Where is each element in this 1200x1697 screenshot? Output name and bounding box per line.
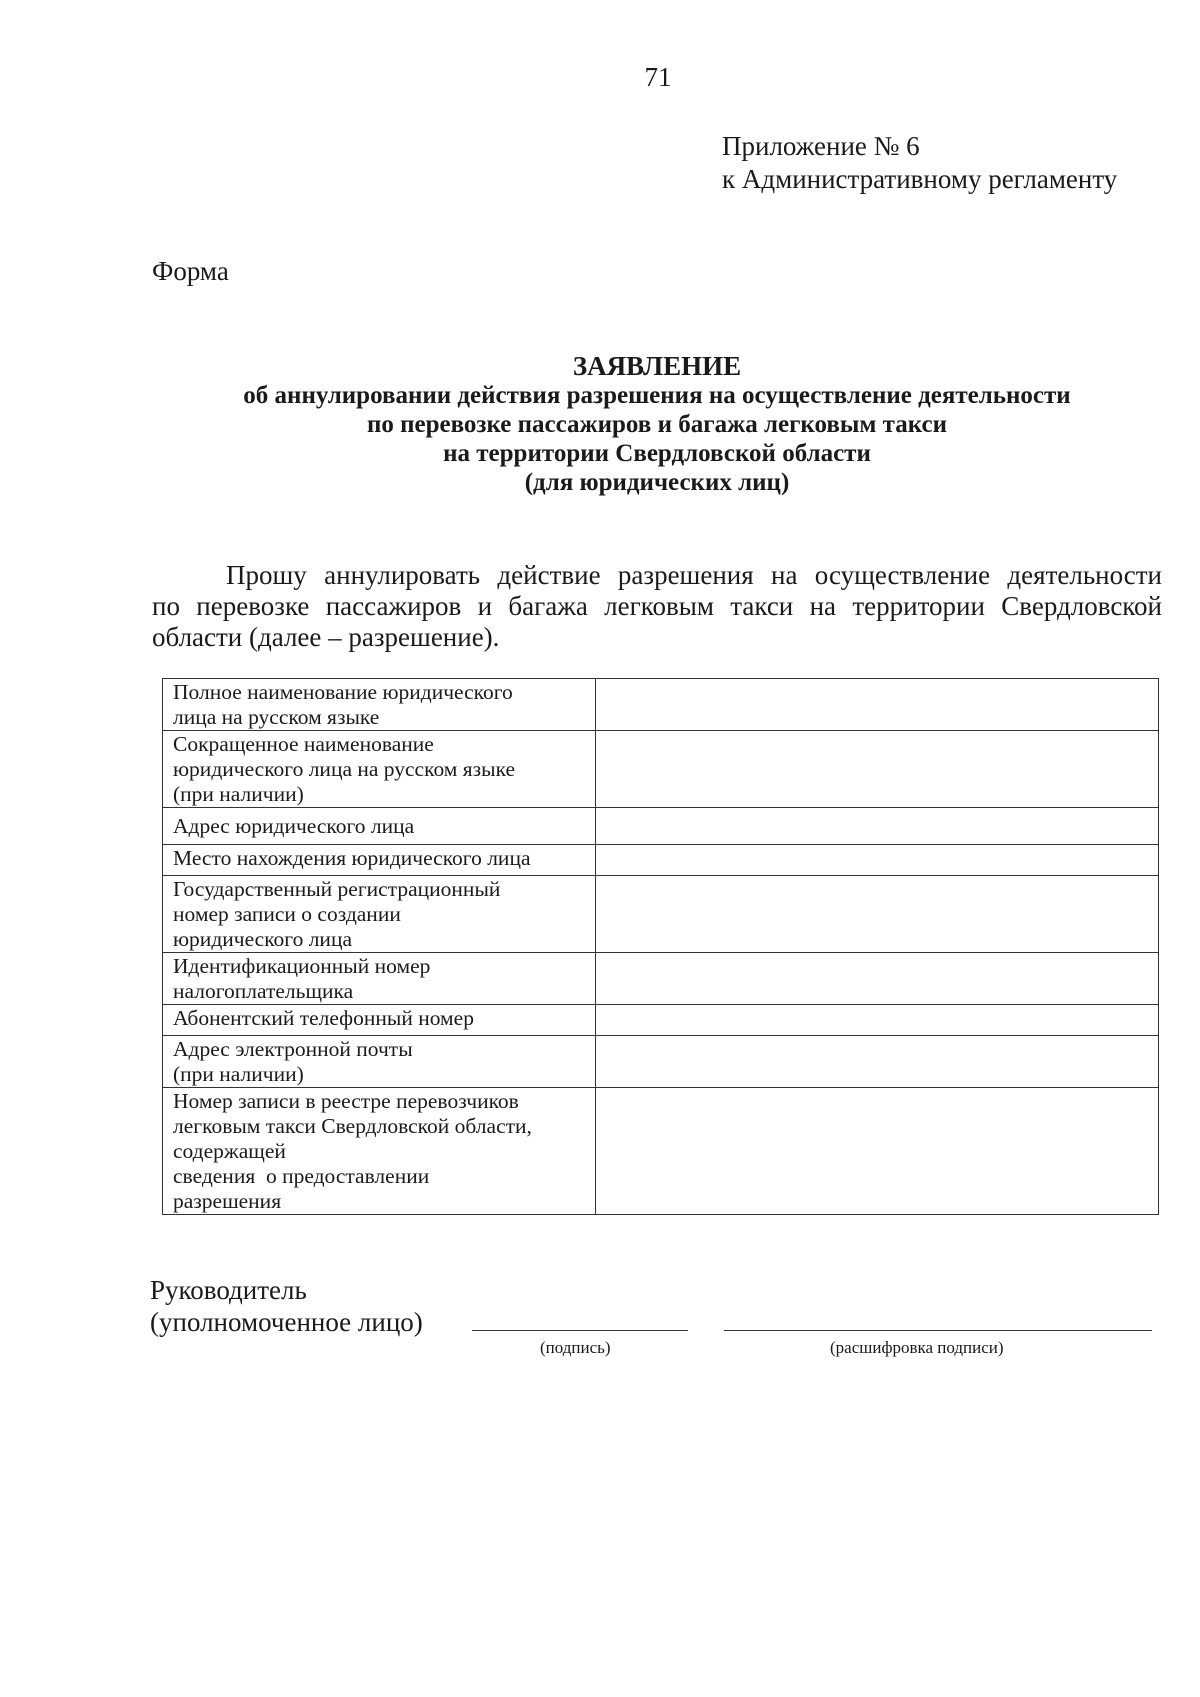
table-row xyxy=(163,1005,1159,1036)
title-line-4: (для юридических лиц) xyxy=(524,469,790,496)
label-line: Номер записи в реестре перевозчиков xyxy=(173,1089,519,1113)
label-line: юридического лица на русском языке xyxy=(173,757,516,781)
label-line: Сокращенное наименование xyxy=(173,732,434,756)
field-ogrn[interactable] xyxy=(595,876,1158,953)
title-line-2: по перевозке пассажиров и багажа легковым такси xyxy=(366,411,948,438)
form-label: Форма xyxy=(152,256,229,286)
signature-caption: (подпись) xyxy=(540,1338,611,1357)
label-line: лица на русском языке xyxy=(173,705,380,729)
row-label-phone xyxy=(163,1005,596,1036)
label-line: легковым такси Свердловской области, xyxy=(173,1114,532,1138)
signature-role-line-2: (уполномоченное лицо) xyxy=(150,1307,423,1337)
label-line: (при наличии) xyxy=(173,1062,304,1086)
signature-decode-line[interactable] xyxy=(724,1330,1152,1331)
appendix-note xyxy=(722,130,1117,196)
row-label-ogrn xyxy=(163,876,596,953)
page-number: 71 xyxy=(644,62,672,92)
intro-line-3: области (далее – разрешение). xyxy=(152,622,500,652)
label-line: юридического лица xyxy=(173,927,352,951)
label-line: номер записи о создании xyxy=(173,902,401,926)
field-email[interactable] xyxy=(595,1036,1158,1088)
label-line: Адрес юридического лица xyxy=(173,814,415,838)
applicant-info-table xyxy=(162,678,1159,1215)
field-registry-number[interactable] xyxy=(595,1088,1158,1215)
label-line: Государственный регистрационный xyxy=(173,877,501,901)
label-line: Идентификационный номер xyxy=(173,954,431,978)
row-label-email xyxy=(163,1036,596,1088)
row-label-short-name xyxy=(163,731,596,808)
table-row xyxy=(163,731,1159,808)
intro-line-1: Прошу аннулировать действие разрешения на осуществление деятельности xyxy=(226,560,1162,590)
intro-paragraph xyxy=(152,560,1162,653)
label-line: разрешения xyxy=(173,1189,282,1213)
row-label-full-name xyxy=(163,679,596,731)
row-label-registry-number xyxy=(163,1088,596,1215)
label-line: Адрес электронной почты xyxy=(173,1037,413,1061)
appendix-line-2: к Административному регламенту xyxy=(722,164,1118,194)
table-row xyxy=(163,953,1159,1005)
title-main: ЗАЯВЛЕНИЕ xyxy=(572,351,742,381)
table-row xyxy=(163,876,1159,953)
label-line: (при наличии) xyxy=(173,782,304,806)
table-row xyxy=(163,1088,1159,1215)
signature-decode-caption: (расшифровка подписи) xyxy=(830,1338,1004,1357)
label-line: Место нахождения юридического лица xyxy=(173,846,531,870)
label-line: содержащей xyxy=(173,1139,286,1163)
row-label-inn xyxy=(163,953,596,1005)
title-line-3: на территории Свердловской области xyxy=(443,440,871,467)
table-row xyxy=(163,808,1159,845)
signature-block xyxy=(150,1274,423,1338)
appendix-line-1: Приложение № 6 xyxy=(722,131,920,161)
label-line: сведения о предоставлении xyxy=(173,1164,430,1188)
signature-role-line-1: Руководитель xyxy=(150,1275,307,1305)
signature-line[interactable] xyxy=(472,1330,688,1331)
table-row xyxy=(163,845,1159,876)
field-short-name[interactable] xyxy=(595,731,1158,808)
field-inn[interactable] xyxy=(595,953,1158,1005)
field-phone[interactable] xyxy=(595,1005,1158,1036)
label-line: налогоплательщика xyxy=(173,979,354,1003)
row-label-address xyxy=(163,808,596,845)
intro-line-2: по перевозке пассажиров и багажа легковым такси на территории Свердловской xyxy=(152,591,1162,621)
field-address[interactable] xyxy=(595,808,1158,845)
document-title xyxy=(152,352,1162,497)
field-full-name[interactable] xyxy=(595,679,1158,731)
table-row xyxy=(163,1036,1159,1088)
field-location[interactable] xyxy=(595,845,1158,876)
label-line: Полное наименование юридического xyxy=(173,680,513,704)
title-line-1: об аннулировании действия разрешения на осуществление деятельности xyxy=(243,382,1071,409)
table-row xyxy=(163,679,1159,731)
row-label-location xyxy=(163,845,596,876)
label-line: Абонентский телефонный номер xyxy=(173,1006,474,1030)
